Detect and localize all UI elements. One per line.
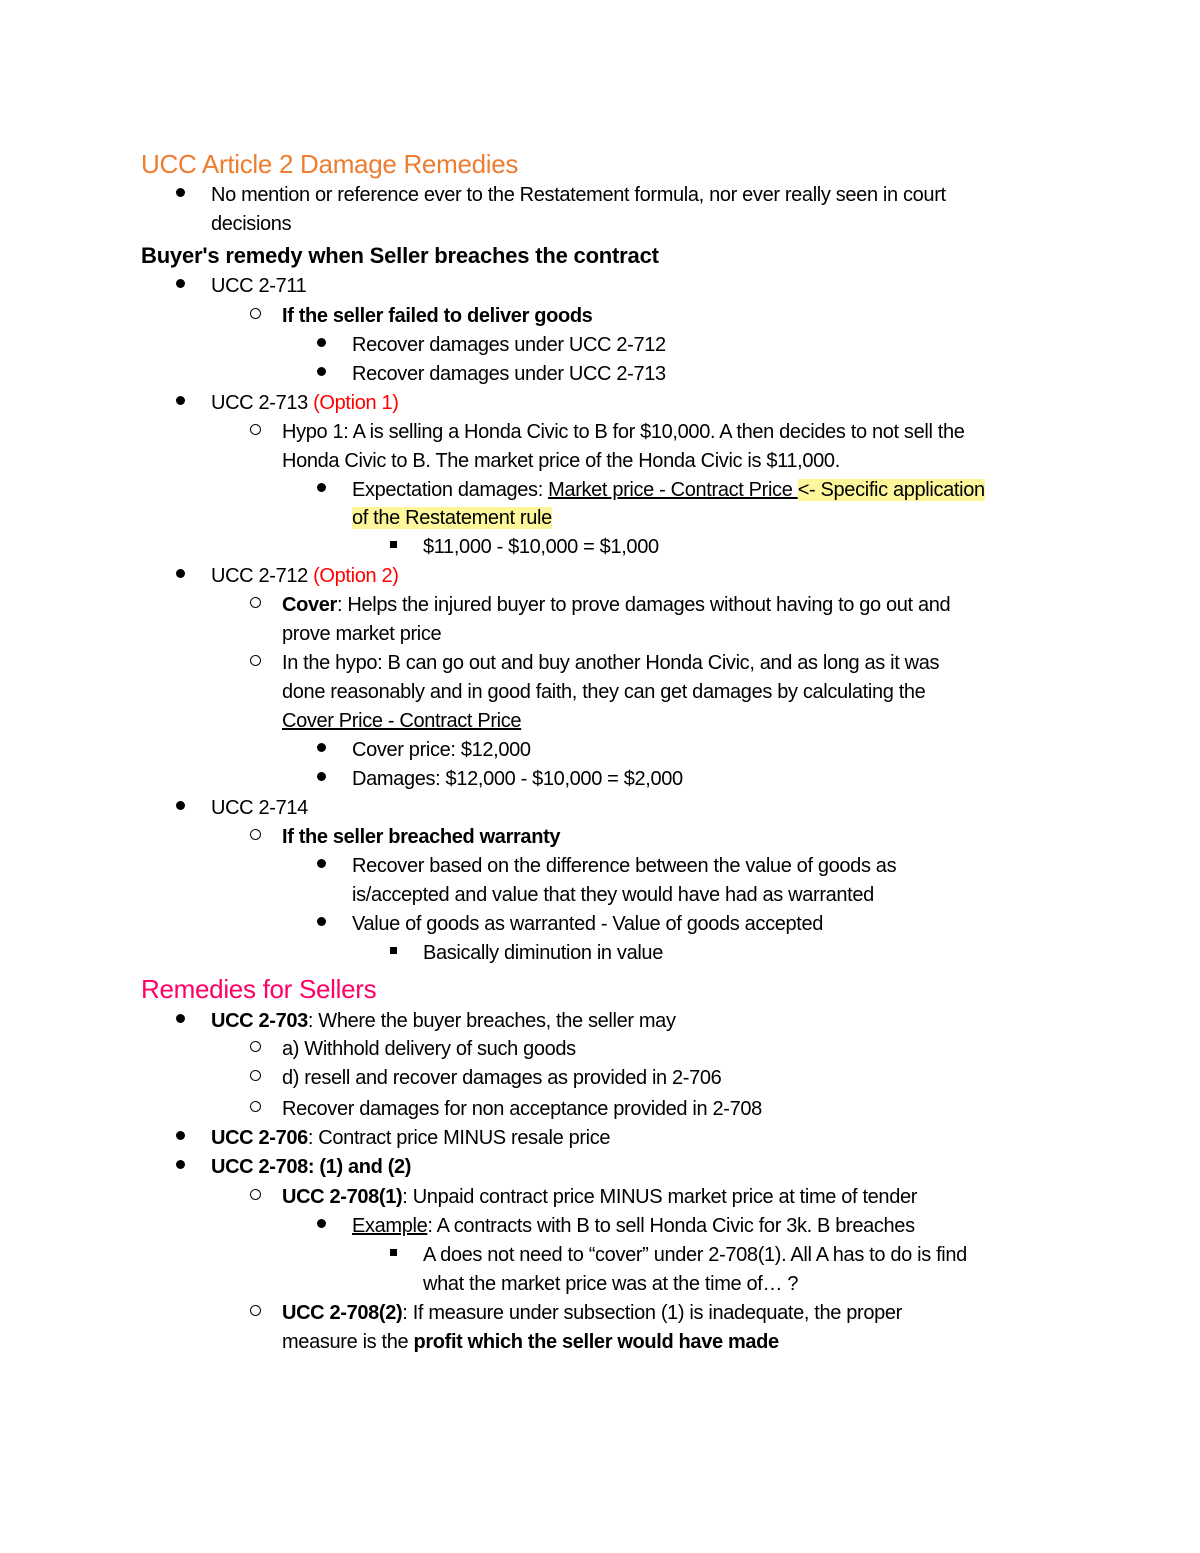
text-run: UCC 2-714	[211, 797, 308, 819]
heading	[141, 147, 518, 181]
heading	[141, 241, 659, 271]
text-run: : A contracts with B to sell Honda Civic for 3k. B breaches	[427, 1215, 915, 1237]
list-item	[352, 881, 874, 909]
heading	[141, 972, 376, 1006]
bullet-circle-icon	[250, 829, 261, 840]
list-item	[211, 272, 306, 300]
text-run: done reasonably and in good faith, they can get damages by calculating the	[282, 681, 926, 703]
list-item	[352, 736, 531, 764]
text-run: No mention or reference ever to the Restatement formula, nor ever really seen in court	[211, 184, 946, 206]
text-run: Hypo 1: A is selling a Honda Civic to B for $10,000. A then decides to not sell the	[282, 421, 965, 443]
list-item	[423, 1241, 967, 1269]
list-item	[282, 1183, 917, 1211]
bullet-circle-icon	[250, 308, 261, 319]
bullet-circle-icon	[250, 424, 261, 435]
text-run: Basically diminution in value	[423, 942, 663, 964]
list-item	[352, 504, 552, 532]
list-item	[352, 331, 666, 359]
list-item	[211, 794, 308, 822]
list-item	[352, 476, 985, 504]
list-item	[423, 1270, 798, 1298]
list-item	[282, 823, 560, 851]
text-run: : If measure under subsection (1) is inadequate, the proper	[402, 1302, 902, 1324]
list-item	[282, 302, 592, 330]
text-run: : Helps the injured buyer to prove damages without having to go out and	[336, 594, 951, 616]
list-item	[282, 1299, 902, 1327]
bullet-disc-icon	[317, 743, 326, 752]
list-item	[352, 910, 823, 938]
text-run: Value of goods as warranted - Value of goods accepted	[352, 913, 824, 935]
bullet-disc-icon	[317, 859, 326, 868]
bullet-circle-icon	[250, 1189, 261, 1200]
bullet-disc-icon	[176, 1160, 185, 1169]
bullet-disc-icon	[176, 1014, 185, 1023]
text-run: UCC 2-706	[211, 1127, 308, 1149]
text-run: a) Withhold delivery of such goods	[282, 1038, 576, 1060]
text-run: UCC 2-708: (1) and (2)	[211, 1156, 412, 1178]
list-item	[282, 591, 950, 619]
text-run: Honda Civic to B. The market price of the Honda Civic is $11,000.	[282, 450, 840, 472]
list-item	[352, 1212, 915, 1240]
bullet-disc-icon	[176, 1131, 185, 1140]
bullet-disc-icon	[317, 338, 326, 347]
text-run: Recover based on the difference between the value of goods as	[352, 855, 897, 877]
text-run: prove market price	[282, 623, 442, 645]
text-run: Expectation damages:	[352, 479, 549, 501]
list-item	[423, 939, 663, 967]
list-item	[282, 1035, 576, 1063]
text-run: UCC 2-711	[211, 275, 307, 297]
bullet-circle-icon	[250, 1041, 261, 1052]
text-run: Example	[352, 1215, 428, 1237]
bullet-disc-icon	[317, 772, 326, 781]
list-item	[211, 181, 946, 209]
bullet-circle-icon	[250, 1101, 261, 1112]
text-run: Cover	[282, 594, 337, 616]
text-run: UCC 2-712	[211, 565, 314, 587]
text-run: UCC 2-703	[211, 1010, 308, 1032]
bullet-circle-icon	[250, 655, 261, 666]
list-item	[282, 447, 840, 475]
bullet-disc-icon	[176, 396, 185, 405]
bullet-circle-icon	[250, 597, 261, 608]
list-item	[282, 418, 965, 446]
list-item	[352, 852, 896, 880]
bullet-disc-icon	[176, 188, 185, 197]
bullet-disc-icon	[317, 367, 326, 376]
text-run: A does not need to “cover” under 2-708(1). All A has to do is find	[423, 1244, 967, 1266]
text-run: what the market price was at the time of… ?	[423, 1273, 799, 1295]
text-run: In the hypo: B can go out and buy another Honda Civic, and as long as it was	[282, 652, 940, 674]
list-item	[211, 389, 399, 417]
text-run: (Option 2)	[313, 565, 399, 587]
text-run: decisions	[211, 213, 292, 235]
bullet-square-icon	[390, 541, 397, 548]
list-item	[211, 562, 399, 590]
list-item	[282, 620, 441, 648]
text-run: Market price - Contract Price	[548, 479, 798, 501]
text-run: (Option 1)	[313, 392, 399, 414]
bullet-disc-icon	[176, 279, 185, 288]
text-run: If the seller breached warranty	[282, 826, 561, 848]
text-run: Cover Price - Contract Price	[282, 710, 522, 732]
list-item	[282, 678, 925, 706]
text-run: d) resell and recover damages as provided in 2-706	[282, 1067, 722, 1089]
text-run: Damages: $12,000 - $10,000 = $2,000	[352, 768, 683, 790]
list-item	[423, 533, 659, 561]
list-item	[352, 360, 666, 388]
text-run: <- Specific application	[797, 479, 985, 501]
list-item	[211, 210, 291, 238]
list-item	[282, 1095, 762, 1123]
text-run: Cover price: $12,000	[352, 739, 531, 761]
list-item	[282, 649, 939, 677]
bullet-square-icon	[390, 1249, 397, 1256]
text-run: UCC 2-713	[211, 392, 314, 414]
list-item	[211, 1007, 676, 1035]
text-run: Recover damages for non acceptance provided in 2-708	[282, 1098, 762, 1120]
text-run: Recover damages under UCC 2-712	[352, 334, 666, 356]
text-run: UCC 2-708(2)	[282, 1302, 403, 1324]
text-run: Recover damages under UCC 2-713	[352, 363, 666, 385]
text-run: : Contract price MINUS resale price	[307, 1127, 611, 1149]
list-item	[211, 1153, 411, 1181]
text-run: If the seller failed to deliver goods	[282, 305, 593, 327]
text-run: Remedies for Sellers	[141, 974, 377, 1004]
bullet-circle-icon	[250, 1305, 261, 1316]
list-item	[282, 1064, 721, 1092]
text-run: profit which the seller would have made	[413, 1331, 779, 1353]
bullet-disc-icon	[317, 1219, 326, 1228]
bullet-disc-icon	[317, 917, 326, 926]
text-run: : Where the buyer breaches, the seller may	[307, 1010, 676, 1032]
list-item	[352, 765, 683, 793]
list-item	[282, 1328, 779, 1356]
bullet-circle-icon	[250, 1070, 261, 1081]
text-run: : Unpaid contract price MINUS market price at time of tender	[402, 1186, 918, 1208]
bullet-disc-icon	[176, 569, 185, 578]
text-run: measure is the	[282, 1331, 414, 1353]
bullet-disc-icon	[317, 483, 326, 492]
list-item	[282, 707, 521, 735]
text-run: $11,000 - $10,000 = $1,000	[423, 536, 659, 558]
list-item	[211, 1124, 610, 1152]
text-run: of the Restatement rule	[352, 507, 552, 529]
text-run: is/accepted and value that they would have had as warranted	[352, 884, 874, 906]
text-run: UCC 2-708(1)	[282, 1186, 403, 1208]
bullet-disc-icon	[176, 801, 185, 810]
text-run: UCC Article 2 Damage Remedies	[141, 149, 519, 179]
bullet-square-icon	[390, 947, 397, 954]
text-run: Buyer's remedy when Seller breaches the contract	[141, 243, 659, 268]
